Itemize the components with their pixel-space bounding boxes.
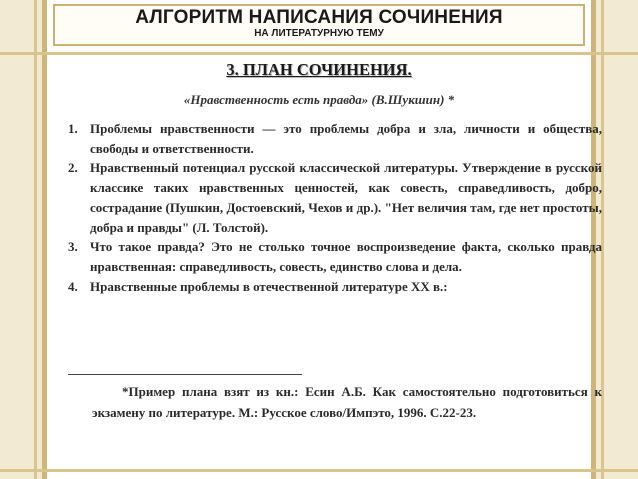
- plan-item-number: 4.: [68, 278, 78, 294]
- bottom-gold-rule: [0, 469, 638, 472]
- section-title: 3. ПЛАН СОЧИНЕНИЯ.: [226, 60, 412, 79]
- plan-item-text: Нравственный потенциал русской классической литературы. Утверждение в русской классике таких нравственных ценностей, как совесть, справедливость, добро, сострадание (Пушкин, Достоевский, Чехов и др.). "Нет величия там, где нет простоты, добра и правды" (Л. Толстой).: [90, 160, 602, 235]
- footnote: *Пример плана взят из кн.: Есин А.Б. Как самостоятельно подготовиться к экзамену по литературе. М.: Русское слово/Импэто, 1996. С.22-23.: [92, 384, 602, 420]
- epigraph: «Нравственность есть правда» (В.Шукшин) *: [183, 92, 455, 107]
- plan-item-text: Нравственные проблемы в отечественной литературе XX в.:: [90, 278, 448, 294]
- plan-item-number: 3.: [68, 239, 78, 255]
- plan-item-number: 2.: [68, 160, 78, 176]
- slide-subtitle: НА ЛИТЕРАТУРНУЮ ТЕМУ: [254, 28, 384, 39]
- plan-item: [68, 158, 602, 237]
- top-gold-rule: [0, 52, 638, 55]
- slide-title: АЛГОРИТМ НАПИСАНИЯ СОЧИНЕНИЯ: [135, 7, 503, 28]
- plan-item: [68, 277, 602, 297]
- plan-list: [68, 119, 602, 296]
- plan-item: [68, 237, 602, 276]
- footnote-separator: [68, 374, 302, 375]
- plan-item-text: Что такое правда? Это не столько точное воспроизведение факта, сколько правда нравственная: справедливость, совесть, единство слова и дела.: [90, 239, 602, 274]
- plan-item-number: 1.: [68, 121, 78, 136]
- plan-item: [68, 119, 602, 158]
- header-box: [53, 4, 585, 46]
- plan-item-text: Проблемы нравственности — это проблемы добра и зла, личности и общества, свободы и ответственности.: [90, 121, 602, 156]
